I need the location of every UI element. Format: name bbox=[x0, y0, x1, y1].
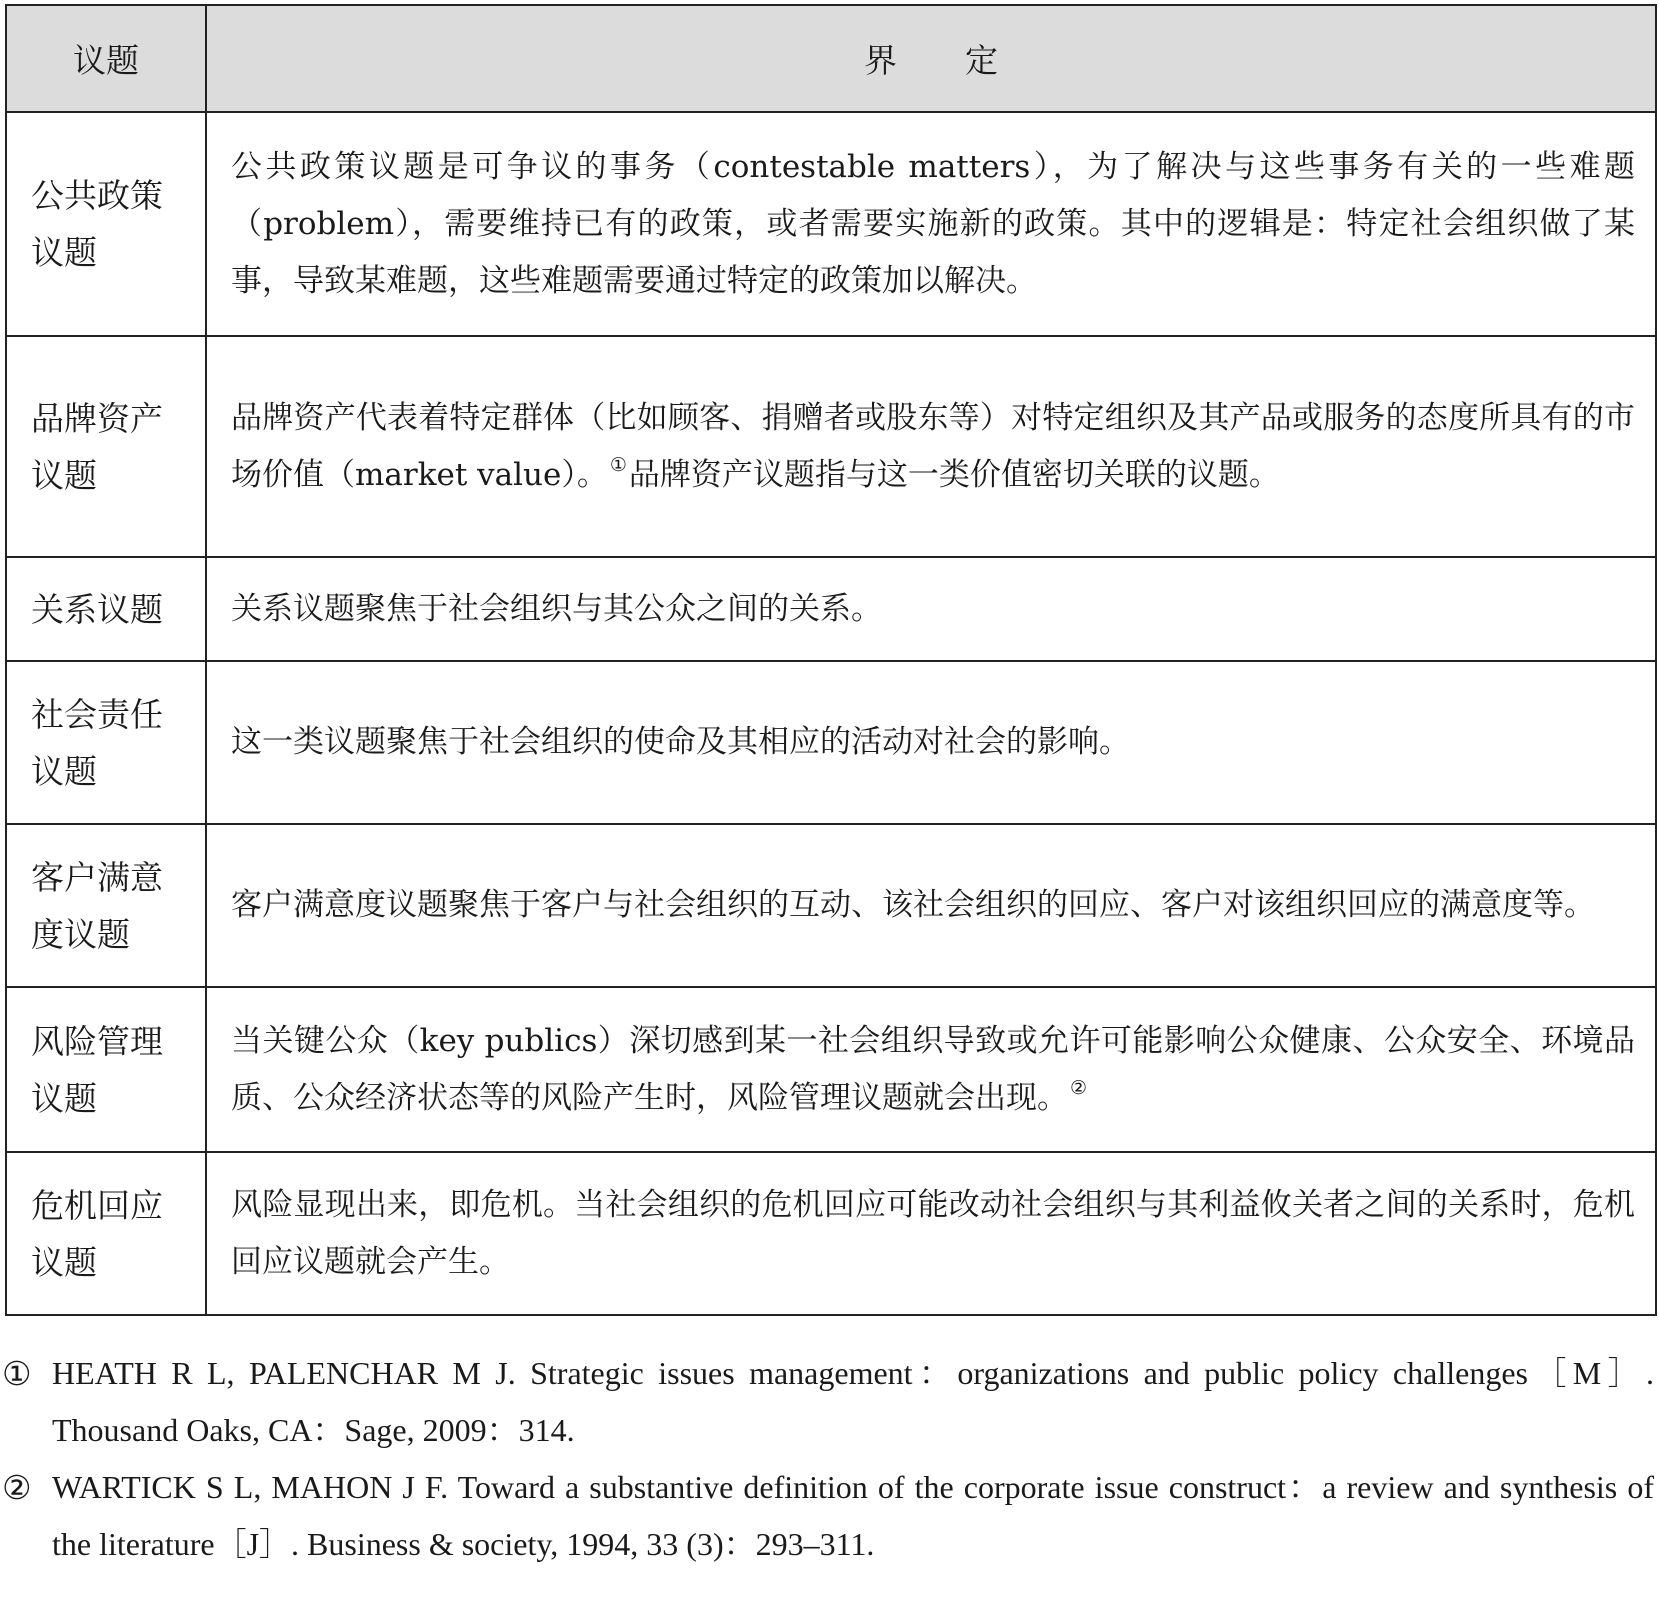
table-row bbox=[6, 557, 1656, 661]
issue-name: 危机回应议题 bbox=[6, 1152, 206, 1315]
table-row bbox=[6, 336, 1656, 557]
definition-text: 品牌资产代表着特定群体（比如顾客、捐赠者或股东等）对特定组织及其产品或服务的态度所具有的市场价值（market value）。 bbox=[231, 399, 1635, 493]
footnote-ref-2: ② bbox=[1070, 1076, 1088, 1099]
issue-name: 品牌资产议题 bbox=[6, 336, 206, 557]
footnote-mark: ① bbox=[2, 1354, 32, 1393]
table-header-row bbox=[6, 5, 1656, 112]
header-issue: 议题 bbox=[6, 5, 206, 112]
issue-definition: 这一类议题聚焦于社会组织的使命及其相应的活动对社会的影响。 bbox=[206, 661, 1656, 824]
header-definition-part1: 界 bbox=[864, 41, 897, 80]
table-row bbox=[6, 824, 1656, 987]
issue-definition bbox=[206, 336, 1656, 557]
header-definition-part2: 定 bbox=[965, 41, 998, 80]
footnote-text: HEATH R L, PALENCHAR M J. Strategic issues management：organizations and public policy challenges［M］. Thousand Oaks, CA：Sage, 2009：314. bbox=[52, 1355, 1655, 1448]
issue-name: 风险管理议题 bbox=[6, 987, 206, 1152]
table-row bbox=[6, 661, 1656, 824]
issue-definition: 公共政策议题是可争议的事务（contestable matters），为了解决与这些事务有关的一些难题（problem），需要维持已有的政策，或者需要实施新的政策。其中的逻辑是：特定社会组织做了某事，导致某难题，这些难题需要通过特定的政策加以解决。 bbox=[206, 112, 1656, 336]
table-row bbox=[6, 987, 1656, 1152]
footnote-mark: ② bbox=[2, 1468, 32, 1507]
issues-definition-table bbox=[5, 4, 1657, 1316]
definition-text: 当关键公众（key publics）深切感到某一社会组织导致或允许可能影响公众健康、公众安全、环境品质、公众经济状态等的风险产生时，风险管理议题就会出现。 bbox=[231, 1022, 1635, 1116]
issue-name: 关系议题 bbox=[6, 557, 206, 661]
footnote-1 bbox=[2, 1345, 1654, 1459]
table-row bbox=[6, 1152, 1656, 1315]
issue-name: 社会责任议题 bbox=[6, 661, 206, 824]
issue-definition: 关系议题聚焦于社会组织与其公众之间的关系。 bbox=[206, 557, 1656, 661]
definition-text: 品牌资产议题指与这一类价值密切关联的议题。 bbox=[628, 456, 1280, 493]
footnotes bbox=[2, 1345, 1654, 1573]
footnote-text: WARTICK S L, MAHON J F. Toward a substantive definition of the corporate issue construct：a review and synthesis of the literature［J］. Business & society, 1994, 33 (3)：293–311. bbox=[52, 1469, 1654, 1562]
footnote-2 bbox=[2, 1459, 1654, 1573]
issue-name: 公共政策议题 bbox=[6, 112, 206, 336]
table-row bbox=[6, 112, 1656, 336]
issue-definition: 风险显现出来，即危机。当社会组织的危机回应可能改动社会组织与其利益攸关者之间的关系时，危机回应议题就会产生。 bbox=[206, 1152, 1656, 1315]
footnote-ref-1: ① bbox=[609, 453, 627, 476]
issue-definition bbox=[206, 987, 1656, 1152]
issue-name: 客户满意度议题 bbox=[6, 824, 206, 987]
header-definition bbox=[206, 5, 1656, 112]
issue-definition: 客户满意度议题聚焦于客户与社会组织的互动、该社会组织的回应、客户对该组织回应的满意度等。 bbox=[206, 824, 1656, 987]
